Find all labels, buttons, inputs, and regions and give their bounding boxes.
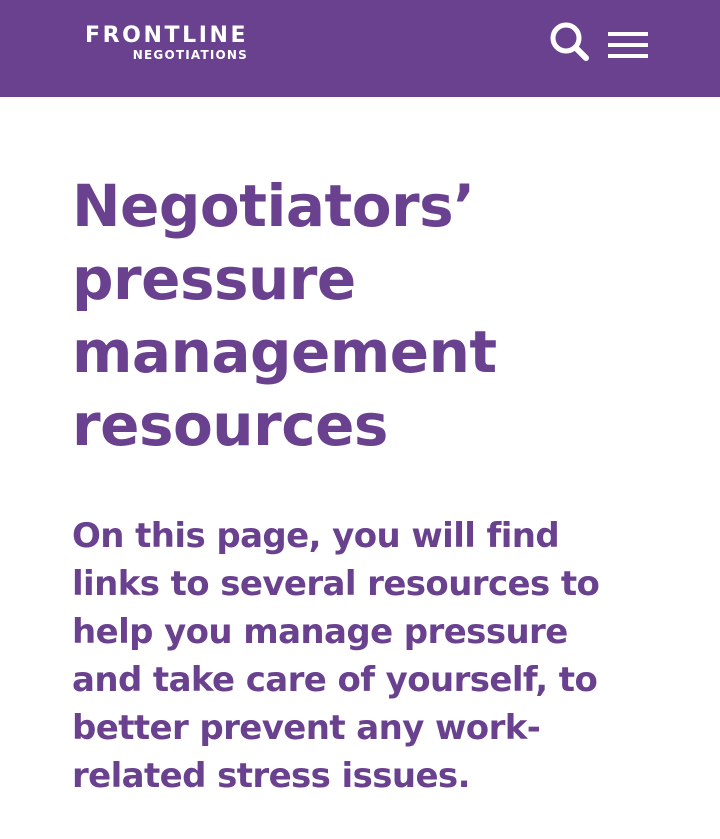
logo-line-frontline: FRONTLINE [85, 23, 249, 48]
search-button[interactable] [548, 20, 592, 64]
main-content [72, 170, 662, 800]
menu-button[interactable] [606, 28, 650, 64]
page-title: Negotiators’ pressure management resources [72, 172, 497, 459]
frontline-negotiations-logo[interactable] [85, 24, 255, 68]
logo-line-negotiations: NEGOTIATIONS [132, 48, 248, 62]
search-icon [548, 20, 592, 64]
hamburger-menu-icon [606, 28, 650, 64]
site-header [0, 0, 720, 97]
intro-paragraph: On this page, you will find links to several resources to help you manage pressure and take care of yourself, to better prevent any work- related stress issues. [72, 516, 600, 796]
